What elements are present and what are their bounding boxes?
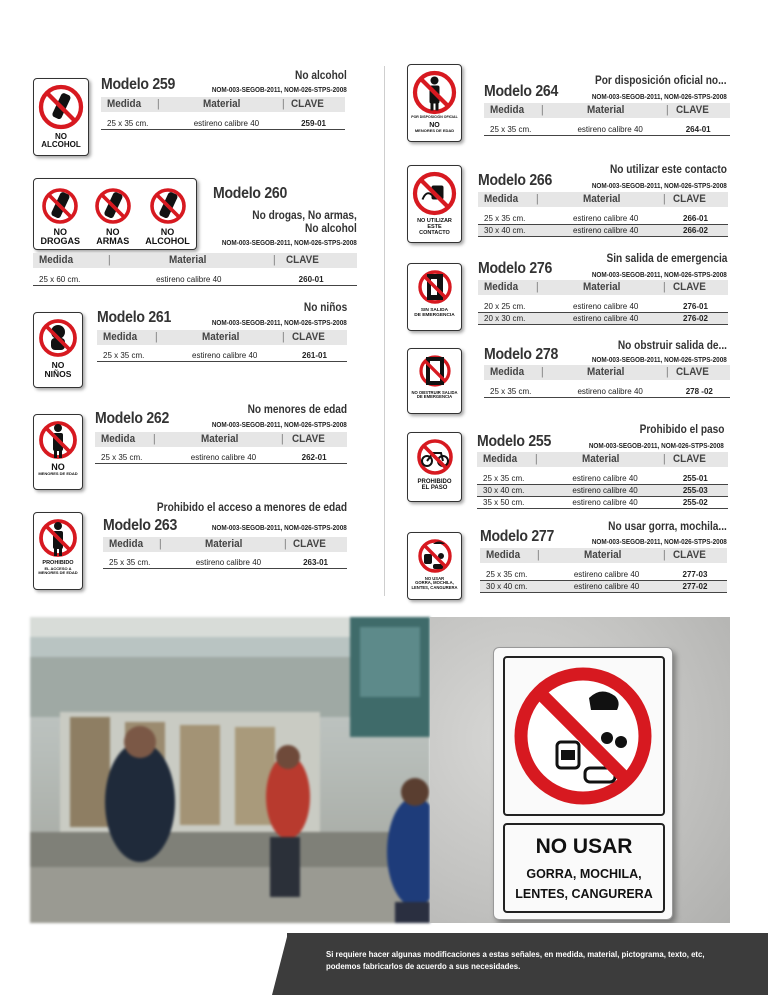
header-medida: Medida <box>484 281 519 293</box>
cell-clave: 277-02 <box>682 582 708 591</box>
sign-label: NO <box>51 462 65 472</box>
cell-material: estireno calibre 40 <box>195 558 262 567</box>
header-medida: Medida <box>490 366 525 378</box>
header-material: Material <box>583 193 621 205</box>
cell-material: estireno calibre 40 <box>156 275 222 284</box>
cell-material: estireno calibre 40 <box>577 387 643 396</box>
standards-reference: NOM-003-SEGOB-2011, NOM-026-STPS-2008 <box>592 92 727 101</box>
spec-table-header <box>97 330 347 345</box>
header-clave: CLAVE <box>293 538 327 550</box>
cell-clave: 266-02 <box>683 226 708 235</box>
spec-table-header <box>33 253 357 268</box>
spec-table-row <box>484 124 730 136</box>
cell-medida: 25 x 60 cm. <box>39 275 81 284</box>
cell-material: estireno calibre 40 <box>577 125 643 134</box>
no-pass-icon <box>415 437 455 477</box>
model-description: No niños <box>303 302 347 314</box>
standards-reference: NOM-003-SEGOB-2011, NOM-026-STPS-2008 <box>212 318 347 327</box>
model-title: Modelo 277 <box>480 528 555 545</box>
header-medida: Medida <box>490 104 525 116</box>
spec-table-header <box>484 365 730 380</box>
model-description: No usar gorra, mochila... <box>608 521 727 533</box>
cell-medida: 25 x 35 cm. <box>490 125 532 134</box>
header-separator: | <box>272 254 276 266</box>
cell-clave: 261-01 <box>302 351 327 360</box>
spec-table-row <box>97 350 347 362</box>
sign-m278 <box>407 348 462 414</box>
large-sign-pictogram-frame <box>503 656 665 816</box>
header-medida: Medida <box>39 254 74 266</box>
footer-slant <box>272 933 288 995</box>
header-separator: | <box>662 453 666 465</box>
spec-table-row <box>478 313 728 325</box>
cell-material: estireno calibre 40 <box>573 582 640 591</box>
header-material: Material <box>587 366 625 378</box>
cell-material: estireno calibre 40 <box>190 453 257 462</box>
sign-label: PROHIBIDO <box>42 560 74 566</box>
header-separator: | <box>540 104 544 116</box>
office-photo <box>30 617 430 923</box>
spec-table-row <box>480 581 727 593</box>
spec-table-header <box>95 432 347 447</box>
model-title: Modelo 266 <box>478 172 553 189</box>
no-cap-backpack-icon <box>416 537 454 575</box>
sign-m266 <box>407 165 462 243</box>
cell-material: estireno calibre 40 <box>573 314 639 323</box>
header-separator: | <box>157 98 160 110</box>
model-title: Modelo 262 <box>95 410 170 427</box>
cell-material: estireno calibre 40 <box>573 570 640 579</box>
cell-clave: 264-01 <box>685 125 711 134</box>
sign-m259 <box>33 78 89 156</box>
header-separator: | <box>535 193 539 205</box>
sign-panel-label: NO ALCOHOL <box>145 226 190 246</box>
sign-label: NO UTILIZAR ESTE CONTACTO <box>417 218 452 236</box>
sign-m260 <box>33 178 197 250</box>
spec-table-row <box>103 557 347 569</box>
header-medida: Medida <box>109 538 144 550</box>
no-minors-icon <box>37 419 79 461</box>
no-children-icon <box>37 317 79 359</box>
cell-medida: 25 x 35 cm. <box>483 474 525 483</box>
model-description: Prohibido el acceso a menores de edad <box>156 502 347 514</box>
spec-table-header <box>484 103 730 118</box>
header-medida: Medida <box>107 98 142 110</box>
model-description: No obstruir salida de... <box>617 340 727 352</box>
cell-material: estireno calibre 40 <box>573 214 639 223</box>
sign-on-wall-photo <box>430 617 730 923</box>
cell-clave: 260-01 <box>298 275 324 284</box>
no-obstruct-exit-icon <box>417 353 453 389</box>
model-title: Modelo 260 <box>213 185 288 202</box>
sign-label: NO <box>429 121 440 129</box>
cell-material: estireno calibre 40 <box>573 226 639 235</box>
spec-table-row <box>477 485 728 497</box>
cell-medida: 35 x 50 cm. <box>483 498 525 507</box>
cell-medida: 30 x 40 cm. <box>483 486 525 495</box>
spec-table-header <box>478 280 728 295</box>
model-title: Modelo 255 <box>477 433 552 450</box>
standards-reference: NOM-003-SEGOB-2011, NOM-026-STPS-2008 <box>592 270 727 279</box>
sign-panel-label: NO DROGAS <box>40 226 80 246</box>
cell-material: estireno calibre 40 <box>572 486 638 495</box>
sign-m263 <box>33 512 83 590</box>
sign-sublabel: MENORES DE EDAD <box>414 128 455 134</box>
cell-medida: 25 x 35 cm. <box>490 387 532 396</box>
cell-clave: 262-01 <box>301 453 327 462</box>
large-sign-title: NO USAR <box>535 835 633 858</box>
spec-table-header <box>478 192 728 207</box>
header-medida: Medida <box>101 433 136 445</box>
spec-table-header <box>480 548 727 563</box>
standards-reference: NOM-003-SEGOB-2011, NOM-026-STPS-2008 <box>212 420 347 429</box>
sign-m261 <box>33 312 83 388</box>
model-description: No utilizar este contacto <box>610 164 727 176</box>
header-separator: | <box>281 433 285 445</box>
model-title: Modelo 259 <box>101 76 176 93</box>
standards-reference: NOM-003-SEGOB-2011, NOM-026-STPS-2008 <box>212 85 347 94</box>
cell-clave: 259-01 <box>301 119 326 128</box>
sign-label: NO NIÑOS <box>44 360 72 379</box>
sign-m277 <box>407 532 462 600</box>
sign-panel <box>145 182 190 247</box>
header-separator: | <box>663 193 666 205</box>
model-description: Por disposición oficial no... <box>595 75 727 87</box>
sign-panel-label: NO ARMAS <box>96 226 130 246</box>
spec-table-row <box>478 301 728 313</box>
header-separator: | <box>540 366 544 378</box>
spec-table-row <box>480 569 727 581</box>
spec-table-row <box>478 225 728 237</box>
cell-medida: 25 x 35 cm. <box>486 570 528 579</box>
cell-medida: 25 x 35 cm. <box>109 558 151 567</box>
no-drugs-weapons-alcohol-icon <box>40 186 80 226</box>
cell-clave: 277-03 <box>682 570 708 579</box>
large-sign-line-2: LENTES, CANGURERA <box>515 887 653 901</box>
sign-m262 <box>33 414 83 490</box>
model-description: Sin salida de emergencia <box>606 253 727 265</box>
header-material: Material <box>583 281 621 293</box>
header-separator: | <box>666 366 669 378</box>
header-medida: Medida <box>484 193 519 205</box>
header-clave: CLAVE <box>291 98 325 110</box>
no-cap-backpack-glasses-icon <box>505 658 662 813</box>
sign-m264 <box>407 64 462 142</box>
cell-medida: 25 x 35 cm. <box>101 453 143 462</box>
header-separator: | <box>154 331 158 343</box>
standards-reference: NOM-003-SEGOB-2011, NOM-026-STPS-2008 <box>222 238 357 247</box>
no-access-minors-icon <box>37 517 79 559</box>
header-medida: Medida <box>483 453 518 465</box>
cell-material: estireno calibre 40 <box>573 302 639 311</box>
sign-label: NO OBSTRUIR SALIDA DE EMERGENCIA <box>411 390 458 400</box>
cell-material: estireno calibre 40 <box>193 119 260 128</box>
header-material: Material <box>203 98 241 110</box>
cell-clave: 266-01 <box>683 214 708 223</box>
model-title: Modelo 276 <box>478 260 553 277</box>
spec-table-row <box>477 497 728 509</box>
sign-label: NO USAR GORRA, MOCHILA, LENTES, CANGURERA <box>411 576 458 590</box>
standards-reference: NOM-003-SEGOB-2011, NOM-026-STPS-2008 <box>589 441 724 450</box>
standards-reference: NOM-003-SEGOB-2011, NOM-026-STPS-2008 <box>592 181 727 190</box>
header-clave: CLAVE <box>673 193 706 205</box>
header-clave: CLAVE <box>291 433 325 445</box>
spec-table-header <box>477 452 728 467</box>
cell-material: estireno calibre 40 <box>572 498 638 507</box>
header-separator: | <box>663 281 666 293</box>
cell-medida: 20 x 30 cm. <box>484 314 526 323</box>
header-material: Material <box>583 549 622 561</box>
cell-clave: 278 -02 <box>685 387 713 396</box>
header-clave: CLAVE <box>672 453 706 465</box>
header-material: Material <box>169 254 207 266</box>
header-clave: CLAVE <box>675 366 709 378</box>
model-title: Modelo 264 <box>484 83 559 100</box>
spec-table-row <box>478 213 728 225</box>
model-title: Modelo 263 <box>103 517 178 534</box>
no-alcohol-icon <box>37 83 85 131</box>
sign-sublabel: EL ACCESO A MENORES DE EDAD <box>38 565 78 575</box>
header-separator: | <box>535 281 539 293</box>
cell-medida: 30 x 40 cm. <box>486 582 528 591</box>
cell-material: estireno calibre 40 <box>572 474 638 483</box>
model-title: Modelo 278 <box>484 346 559 363</box>
header-material: Material <box>582 453 620 465</box>
no-minors-official-icon <box>411 69 458 116</box>
header-material: Material <box>205 538 243 550</box>
header-separator: | <box>282 331 285 343</box>
header-material: Material <box>200 433 239 445</box>
no-drugs-weapons-alcohol-icon <box>93 186 133 226</box>
header-material: Material <box>202 331 240 343</box>
cell-clave: 255-01 <box>682 474 708 483</box>
header-clave: CLAVE <box>673 281 706 293</box>
cell-medida: 20 x 25 cm. <box>484 302 526 311</box>
header-medida: Medida <box>486 549 521 561</box>
footer-note: Si requiere hacer algunas modificaciones a estas señales, en medida, material, pictograma, texto, etc, podemos fabricarlos de acuerdo a sus necesidades. <box>326 949 705 972</box>
sign-m276 <box>407 263 462 331</box>
header-clave: CLAVE <box>285 254 319 266</box>
header-material: Material <box>587 104 625 116</box>
cell-clave: 263-01 <box>303 558 328 567</box>
model-description: No alcohol <box>295 70 347 82</box>
header-separator: | <box>283 538 287 550</box>
header-clave: CLAVE <box>675 104 709 116</box>
sign-panel <box>93 182 133 247</box>
cell-clave: 276-02 <box>683 314 708 323</box>
no-drugs-weapons-alcohol-icon <box>148 186 188 226</box>
header-separator: | <box>536 549 540 561</box>
model-description: No alcohol <box>305 223 357 235</box>
header-clave: CLAVE <box>672 549 706 561</box>
cell-clave: 255-03 <box>682 486 708 495</box>
standards-reference: NOM-003-SEGOB-2011, NOM-026-STPS-2008 <box>592 537 727 546</box>
model-description: No menores de edad <box>247 404 347 416</box>
spec-table-row <box>33 274 357 286</box>
large-sign-line-1: GORRA, MOCHILA, <box>526 867 642 881</box>
no-exit-icon <box>416 268 454 306</box>
sign-sublabel: MENORES DE EDAD <box>38 471 78 477</box>
spec-table-row <box>477 473 728 485</box>
cell-medida: 25 x 35 cm. <box>103 351 145 360</box>
large-sign-model-277 <box>493 647 673 920</box>
sign-label: NO ALCOHOL <box>41 132 81 150</box>
spec-table-header <box>101 97 345 112</box>
header-medida: Medida <box>103 331 138 343</box>
header-clave: CLAVE <box>292 331 325 343</box>
header-separator: | <box>152 433 156 445</box>
header-separator: | <box>666 104 669 116</box>
model-title: Modelo 261 <box>97 309 172 326</box>
office-scene-image <box>30 617 430 923</box>
spec-table-row <box>101 118 345 130</box>
cell-medida: 30 x 40 cm. <box>484 226 526 235</box>
sign-pretext: POR DISPOSICIÓN OFICIAL <box>411 115 458 119</box>
sign-label: SIN SALIDA DE EMERGENCIA <box>414 308 455 319</box>
spec-table-row <box>95 452 347 464</box>
model-description: No drogas, No armas, <box>252 210 357 222</box>
cell-medida: 25 x 35 cm. <box>484 214 526 223</box>
large-sign-text-frame <box>503 823 665 913</box>
header-separator: | <box>534 453 538 465</box>
header-separator: | <box>281 98 285 110</box>
spec-table-header <box>103 537 347 552</box>
column-divider <box>384 66 385 596</box>
header-separator: | <box>107 254 111 266</box>
cell-clave: 255-02 <box>682 498 708 507</box>
cell-medida: 25 x 35 cm. <box>107 119 149 128</box>
header-separator: | <box>662 549 666 561</box>
standards-reference: NOM-003-SEGOB-2011, NOM-026-STPS-2008 <box>212 523 347 532</box>
sign-panel <box>40 182 80 247</box>
spec-table-row <box>484 386 730 398</box>
sign-m255 <box>407 432 462 502</box>
model-description: Prohibido el paso <box>639 424 724 436</box>
header-separator: | <box>159 538 162 550</box>
no-plug-icon <box>411 170 458 217</box>
cell-material: estireno calibre 40 <box>192 351 258 360</box>
standards-reference: NOM-003-SEGOB-2011, NOM-026-STPS-2008 <box>592 355 727 364</box>
sign-label: PROHIBIDO EL PASO <box>417 479 452 492</box>
cell-clave: 276-01 <box>683 302 708 311</box>
